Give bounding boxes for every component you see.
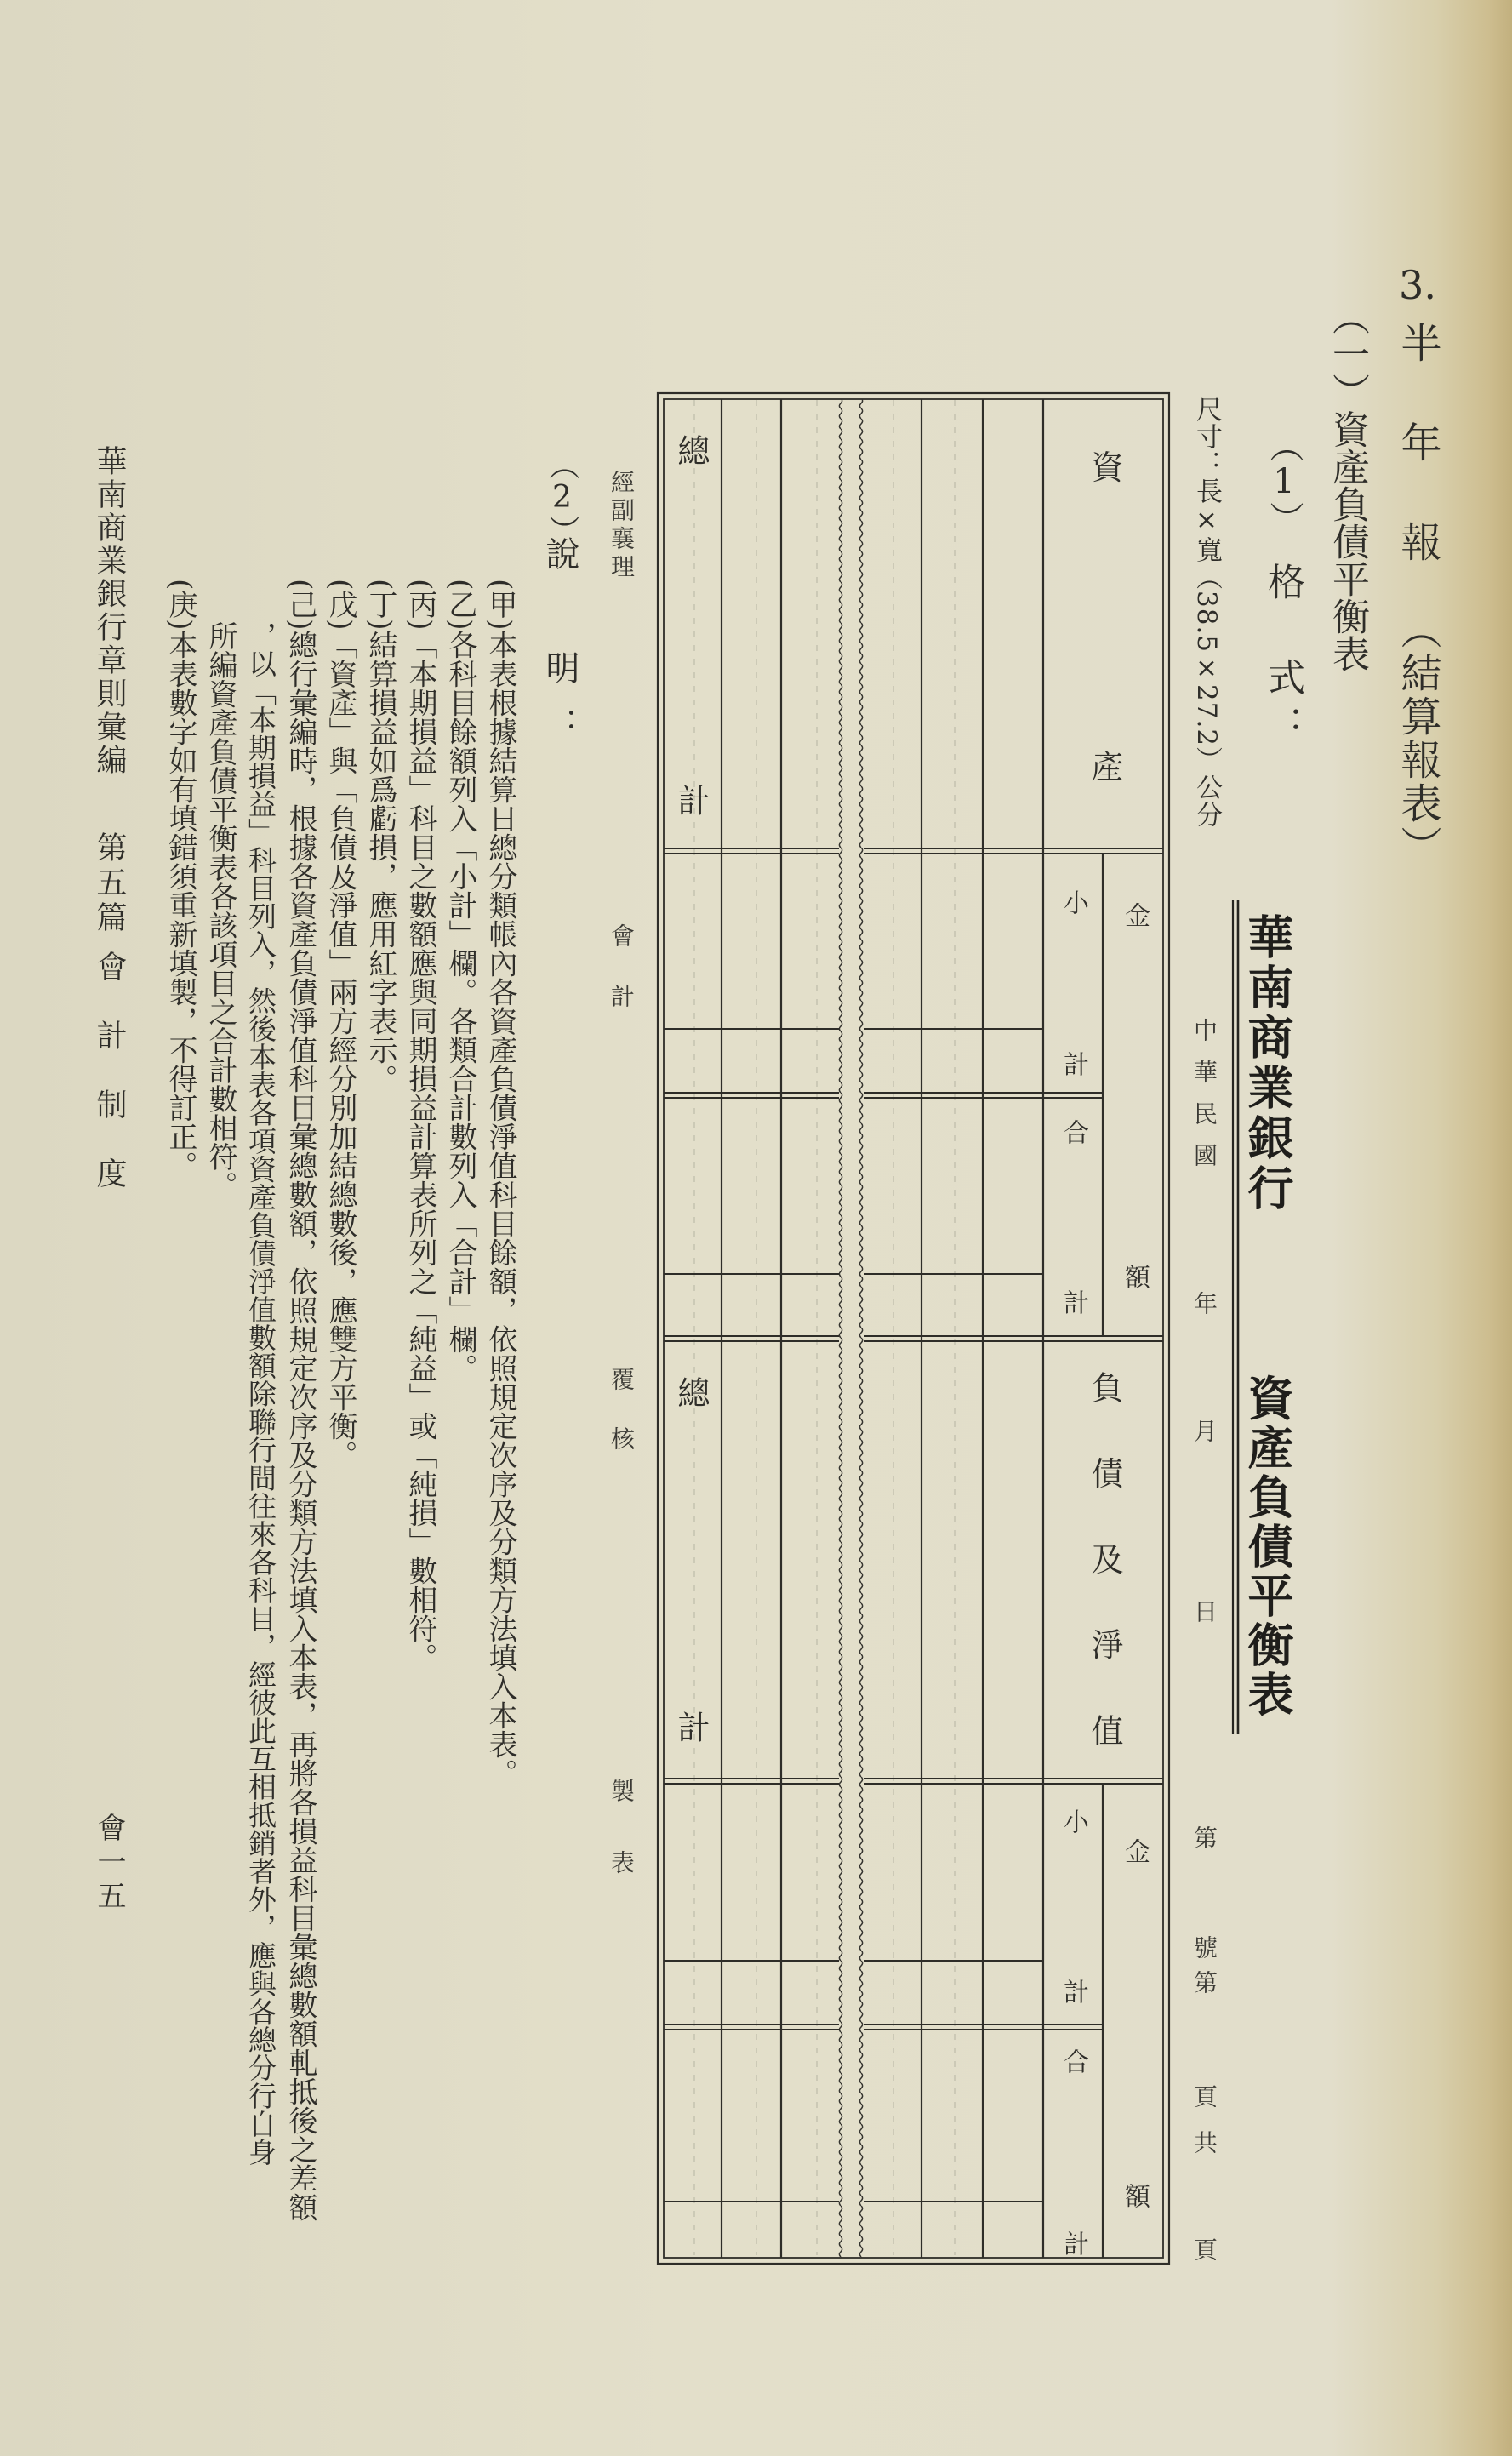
note-item-ji-continued-2: 所編資產負債平衡表各該項目之合計數相符。 (203, 621, 237, 1200)
section-subtitle: （結算報表） (1394, 608, 1441, 869)
title-double-underline (1233, 900, 1238, 1734)
note-item-ji-continued: ，以「本期損益」科目列入，然後本表各項資產負債淨值數額除聯行間往來各科目，經彼此互相抵銷者外，應與各總分行自身 (244, 621, 277, 2166)
signature-accounting: 會計 (608, 923, 636, 1008)
liabilities-subtotal-header: 小計 (1058, 1808, 1088, 2004)
note-item-jia: (甲)本表根據結算日總分類帳內各資產負債淨值科目餘額，依照規定次序及分類方法填入本表。 (483, 579, 517, 1788)
footer-part: 第五篇 (92, 831, 127, 936)
date-day-label: 日 (1190, 1599, 1218, 1623)
assets-subtotal-header: 小計 (1058, 889, 1088, 1077)
subsection-label: （一） (1326, 298, 1369, 410)
signature-prepared-by: 製表 (608, 1779, 636, 1874)
size-note: 尺寸：長×寬（38.5×27.2）公分 (1191, 396, 1222, 829)
footer-book-title: 華南商業銀行章則彙編 (92, 445, 127, 777)
note-item-geng: (庚)本表數字如有填錯須重新填製，不得訂正。 (163, 579, 197, 1180)
serial-number-suffix: 號 (1190, 1935, 1218, 1959)
liabilities-amount-header: 金額 (1120, 1838, 1150, 2208)
section-number: 3. (1399, 266, 1436, 305)
assets-amount-header: 金額 (1120, 902, 1150, 1289)
serial-number-prefix: 第 (1190, 1825, 1218, 1849)
form-title: 資產負債平衡表 (1241, 1374, 1295, 1716)
subsection-title: 資產負債平衡表 (1326, 410, 1369, 672)
note-item-yi: (乙)各科目餘額列入「小計」欄。各類合計數列入「合計」欄。 (443, 579, 477, 1383)
assets-header: 資產 (1086, 450, 1123, 782)
format-title: 格 式： (1261, 563, 1304, 753)
format-label: （1） (1264, 428, 1304, 535)
liabilities-equity-header: 負債及淨值 (1086, 1371, 1123, 1746)
notes-heading-label: （2） (545, 449, 579, 545)
page-prefix: 第 (1190, 1970, 1218, 1994)
note-item-ji: (己)總行彙編時，根據各資產負債淨值科目彙總數額，依照規定次序及分類方法填入本表，再將各損益科目彙總數額軋抵後之差額 (283, 579, 317, 2222)
signature-review: 覆核 (608, 1367, 636, 1450)
table-row-dividers (722, 399, 1103, 2258)
liabilities-total-header: 合計 (1058, 2048, 1088, 2256)
note-item-bing: (丙)「本期損益」科目之數額應與同期損益計算表所列之「純益」或「純損」數相符。 (403, 579, 437, 1672)
page-number: 會一五 (92, 1813, 126, 1915)
date-era-label: 中華民國 (1190, 1018, 1218, 1167)
table-break-wavy-lines (837, 399, 864, 2258)
page-suffix: 頁 (1190, 2084, 1218, 2108)
note-item-wu: (戊)「資產」與「負債及淨值」兩方經分別加結總數後，應雙方平衡。 (323, 579, 357, 1470)
total-pages-suffix: 頁 (1190, 2237, 1218, 2261)
assets-grand-total-label: 總計 (672, 434, 710, 816)
notes-heading-title: 說 明： (540, 536, 579, 764)
signature-managers: 經副襄理 (608, 470, 636, 582)
date-year-label: 年 (1190, 1291, 1218, 1315)
form-bank-name: 華南商業銀行 (1241, 913, 1295, 1210)
date-month-label: 月 (1190, 1419, 1218, 1442)
faint-guide-lines (694, 400, 955, 2255)
total-pages-prefix: 共 (1190, 2130, 1218, 2154)
note-item-ding: (丁)結算損益如爲虧損，應用紅字表示。 (363, 579, 397, 1094)
section-title: 半年報 (1394, 322, 1441, 620)
liabilities-grand-total-label: 總計 (672, 1376, 710, 1743)
footer-chapter: 會計制度 (92, 951, 127, 1188)
assets-total-header: 合計 (1058, 1119, 1088, 1315)
subsection-heading (1326, 298, 1369, 672)
